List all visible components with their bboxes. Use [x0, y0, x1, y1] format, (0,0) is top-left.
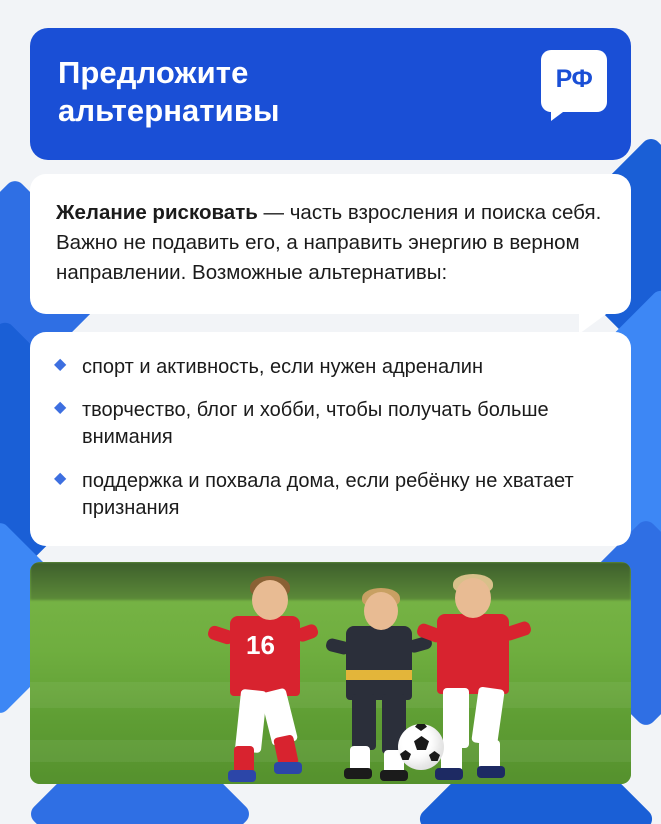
info-card	[30, 28, 631, 784]
list-item	[54, 468, 605, 522]
ball-panel	[414, 736, 429, 750]
page-title: Предложите альтернативы	[58, 55, 280, 128]
player-jersey	[346, 626, 412, 700]
diamond-bullet-icon: ◆	[54, 356, 67, 373]
player-leg	[471, 686, 505, 745]
player-head	[364, 592, 398, 630]
list-item-label: спорт и активность, если нужен адреналин	[82, 356, 483, 378]
player-shoe	[477, 766, 505, 778]
jersey-stripe	[346, 670, 412, 680]
intro-rest: — часть взросления и поиска себя. Важно не подавить его, а направить энергию в верном направлении. Возможные альтернативы:	[56, 200, 602, 284]
player-shoe	[274, 762, 302, 774]
intro-bubble	[30, 174, 631, 314]
ball-panel	[429, 751, 440, 761]
jersey-number: 16	[246, 629, 275, 660]
player-shoe	[435, 768, 463, 780]
player-shoe	[228, 770, 256, 782]
diamond-bullet-icon: ◆	[54, 469, 67, 487]
football-photo	[30, 562, 631, 784]
alternatives-bubble	[30, 332, 631, 546]
player-leg	[443, 688, 469, 748]
player-jersey	[437, 614, 509, 694]
player-head	[455, 578, 491, 618]
photo-canvas	[30, 562, 631, 784]
list-item-label: поддержка и похвала дома, если ребёнку не хватает признания	[82, 469, 574, 519]
list-item	[54, 354, 605, 381]
player-shoe	[380, 770, 408, 781]
list-item-label: творчество, блог и хобби, чтобы получать больше внимания	[82, 399, 549, 449]
player-shoe	[344, 768, 372, 779]
intro-text	[56, 198, 605, 288]
alternatives-list	[54, 354, 605, 522]
player-red-left	[200, 578, 320, 778]
list-item	[54, 397, 605, 451]
soccer-ball-icon	[398, 724, 444, 770]
card-header	[30, 28, 631, 160]
intro-lead: Желание рисковать	[56, 200, 258, 224]
ball-panel	[400, 750, 411, 760]
logo-label: РФ	[555, 64, 593, 93]
player-head	[252, 580, 288, 620]
rf-logo-icon	[541, 50, 607, 112]
player-leg	[352, 694, 376, 750]
diamond-bullet-icon: ◆	[54, 399, 67, 417]
ball-panel	[415, 724, 427, 731]
